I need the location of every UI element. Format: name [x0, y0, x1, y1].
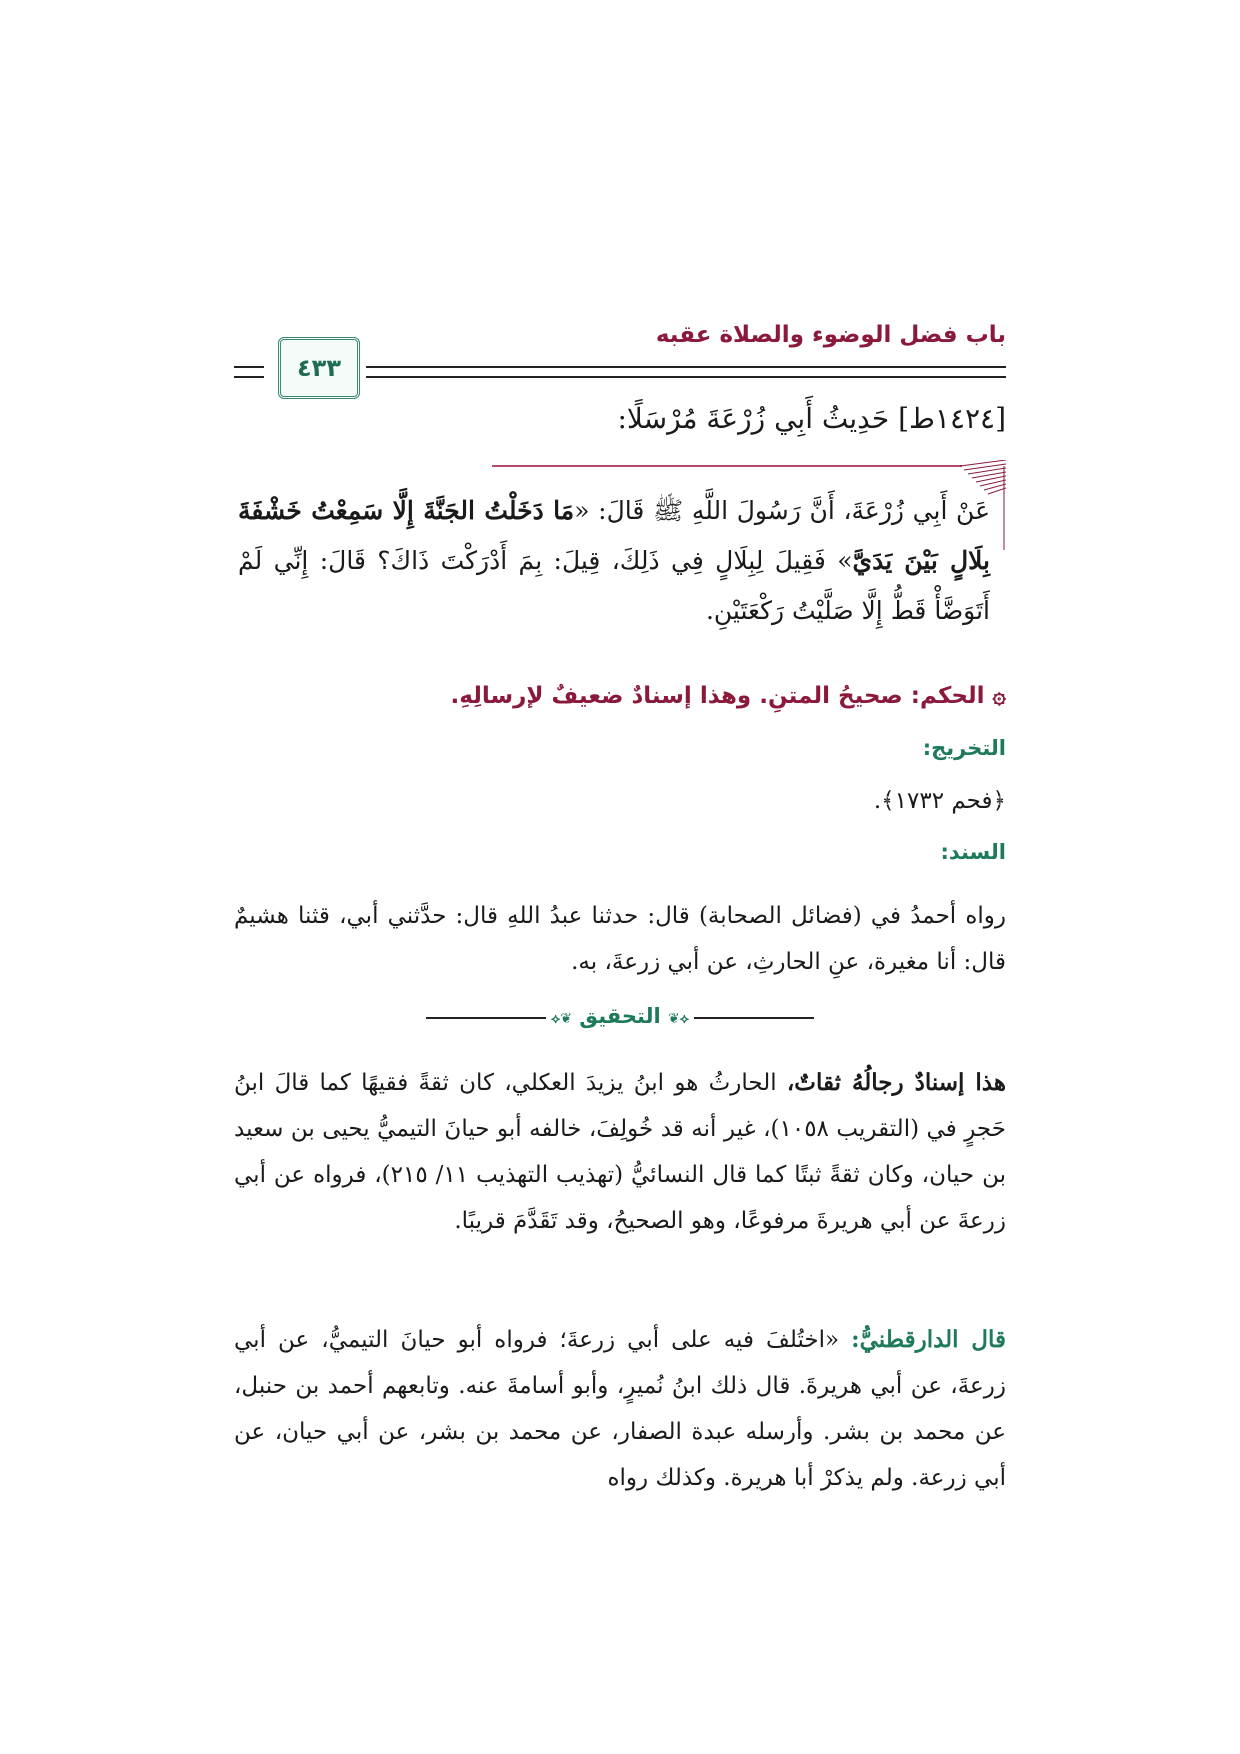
tahqiq-text-1: الحارثُ هو ابنُ يزيدَ العكلي، كان ثقةً فقيهًا كما قالَ ابنُ حَجرٍ في (التقريب ١٠٥٨)، غير أنه قد خُولِفَ، خالفه أبو حيانَ التيميُّ يحيى بن سعيد بن حيان، وكان ثقةً ثبتًا كما قال النسائيُّ (تهذيب التهذيب ١١/ ٢١٥)، فرواه عن أبي زرعةَ عن أبي هريرةَ مرفوعًا، وهو الصحيحُ، وقد تَقَدَّمَ قريبًا. — [234, 1070, 1006, 1234]
ornament-icon: ❦⟡ — [550, 1011, 572, 1027]
page-number: ٤٣٣ — [297, 354, 341, 382]
ornament-icon: ⟡❦ — [668, 1011, 690, 1027]
tahqiq-text-2: «اختُلفَ فيه على أبي زرعةَ؛ فرواه أبو حيانَ التيميُّ، عن أبي زرعةَ، عن أبي هريرةَ. قال ذلك ابنُ نُميرٍ، وأبو أسامةَ عنه. وتابعهم أحمد بن حنبل، عن محمد بن بشر. وأرسله عبدة الصفار، عن محمد بن بشر، عن أبي حيان، عن أبي زرعة. ولم يذكرْ أبا هريرة. وكذلك رواه — [234, 1327, 1006, 1491]
ruling-bullet-icon: ۞ — [984, 683, 1006, 709]
tahqiq-heading-wrap — [426, 1004, 814, 1028]
matn-intro: عَنْ أَبِي زُرْعَةَ، أَنَّ رَسُولَ اللَّهِ ﷺ قَالَ: « — [574, 496, 990, 525]
ruling-line — [234, 683, 1006, 709]
tahqiq-paragraph-2 — [234, 1317, 1006, 1501]
tahqiq-divider — [426, 1004, 814, 1032]
matn-bold: مَا دَخَلْتُ الجَنَّةَ إِلَّا سَمِعْتُ خَشْفَةَ بِلَالٍ بَيْنَ يَدَيَّ — [238, 496, 990, 575]
page-number-badge — [278, 337, 360, 399]
tahqiq-heading: التحقيق — [579, 1004, 661, 1028]
daraqutni-label: قال الدارقطنيُّ: — [851, 1326, 1007, 1353]
ruling-label: الحكم: — [910, 683, 985, 709]
sanad-heading: السند: — [940, 840, 1006, 864]
sanad-text: رواه أحمدُ في (فضائل الصحابة) قال: حدثنا عبدُ اللهِ قال: حدَّثني أبي، قثنا هشيمٌ قال: أنا مغيرة، عنِ الحارثِ، عن أبي زرعةَ، به. — [234, 903, 1006, 975]
hadith-matn — [238, 486, 990, 636]
title-underline — [492, 465, 962, 467]
tahqiq-paragraph-1 — [234, 1060, 1006, 1244]
takhrij-reference: ﴿فحم ١٧٣٢﴾. — [873, 788, 1006, 814]
matn-rest: » فَقِيلَ لِبِلَالٍ فِي ذَلِكَ، قِيلَ: بِمَ أَدْرَكْتَ ذَاكَ؟ قَالَ: إِنِّي لَمْ أَتَوَضَّأْ قَطُّ إِلَّا صَلَّيْتُ رَكْعَتَيْنِ. — [238, 546, 990, 625]
takhrij-heading: التخريج: — [922, 736, 1006, 760]
hadith-title: [١٤٢٤ط] حَدِيثُ أَبِي زُرْعَةَ مُرْسَلًا: — [617, 402, 1006, 435]
ruling-text: صحيحُ المتنِ. وهذا إسنادٌ ضعيفٌ لإرسالِهِ. — [450, 683, 903, 709]
header-rule — [366, 366, 1006, 378]
chapter-title: باب فضل الوضوء والصلاة عقبه — [655, 322, 1006, 348]
tahqiq-bold-lead: هذا إسنادٌ رجالُهُ ثقاتٌ، — [786, 1069, 1006, 1096]
header-rule-short — [234, 366, 264, 378]
